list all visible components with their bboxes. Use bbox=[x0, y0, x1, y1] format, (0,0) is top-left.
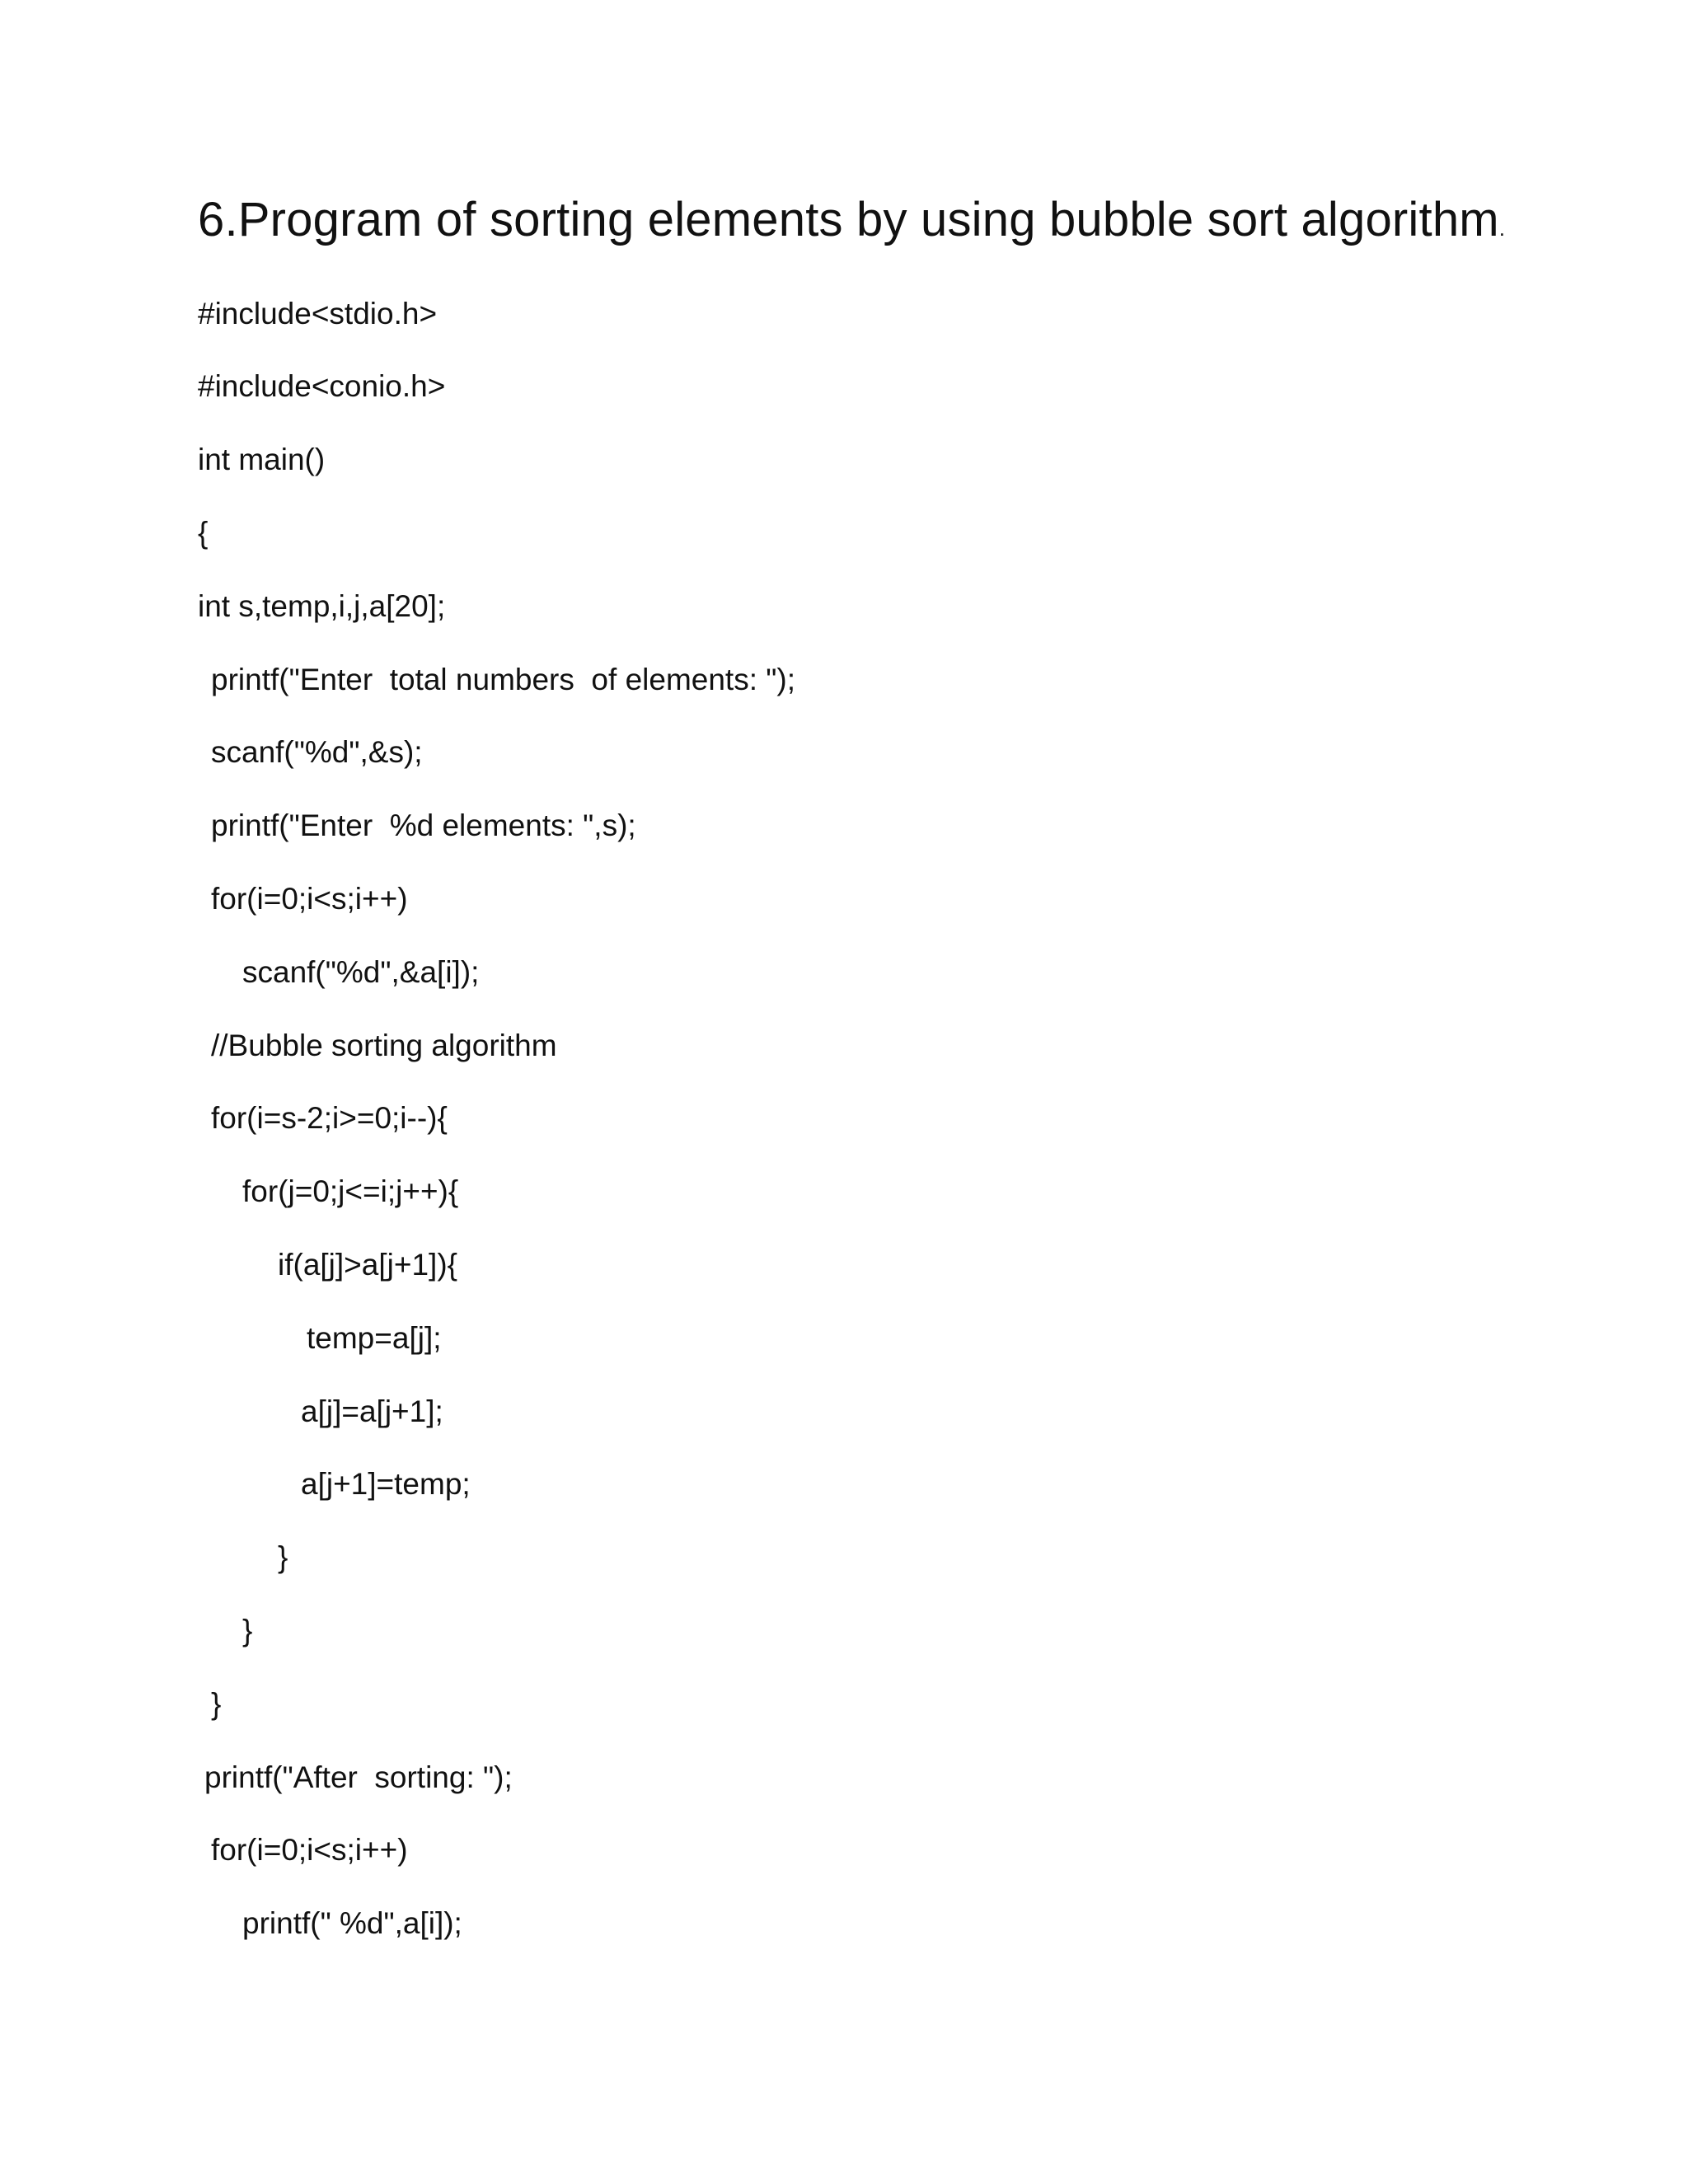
code-line: a[j+1]=temp; bbox=[301, 1467, 471, 1501]
code-line: if(a[j]>a[j+1]){ bbox=[278, 1248, 458, 1282]
code-line: } bbox=[242, 1614, 253, 1647]
code-line: int s,temp,i,j,a[20]; bbox=[198, 589, 446, 623]
page-title bbox=[198, 193, 1506, 246]
code-line: #include<stdio.h> bbox=[198, 297, 438, 330]
code-line: //Bubble sorting algorithm bbox=[211, 1029, 557, 1062]
code-line: for(i=0;i<s;i++) bbox=[211, 882, 408, 916]
code-line: temp=a[j]; bbox=[307, 1321, 442, 1355]
code-line: } bbox=[278, 1540, 288, 1574]
code-line: printf("After sorting: "); bbox=[204, 1760, 513, 1794]
code-line: for(i=0;i<s;i++) bbox=[211, 1833, 408, 1867]
code-line: for(j=0;j<=i;j++){ bbox=[242, 1174, 459, 1208]
code-line: printf(" %d",a[i]); bbox=[242, 1906, 462, 1940]
code-line: scanf("%d",&s); bbox=[211, 735, 423, 769]
code-line: } bbox=[211, 1687, 222, 1721]
code-line: printf("Enter %d elements: ",s); bbox=[211, 808, 636, 842]
code-line: a[j]=a[j+1]; bbox=[301, 1394, 443, 1428]
code-line: int main() bbox=[198, 443, 326, 476]
code-line: { bbox=[198, 516, 209, 550]
page-title-period: . bbox=[1498, 216, 1506, 241]
code-line: scanf("%d",&a[i]); bbox=[242, 955, 480, 989]
code-line: printf("Enter total numbers of elements: "); bbox=[211, 663, 795, 696]
page-title-text: 6.Program of sorting elements by using bubble sort algorithm bbox=[198, 193, 1499, 246]
code-line: for(i=s-2;i>=0;i--){ bbox=[211, 1101, 448, 1135]
code-line: #include<conio.h> bbox=[198, 369, 446, 403]
